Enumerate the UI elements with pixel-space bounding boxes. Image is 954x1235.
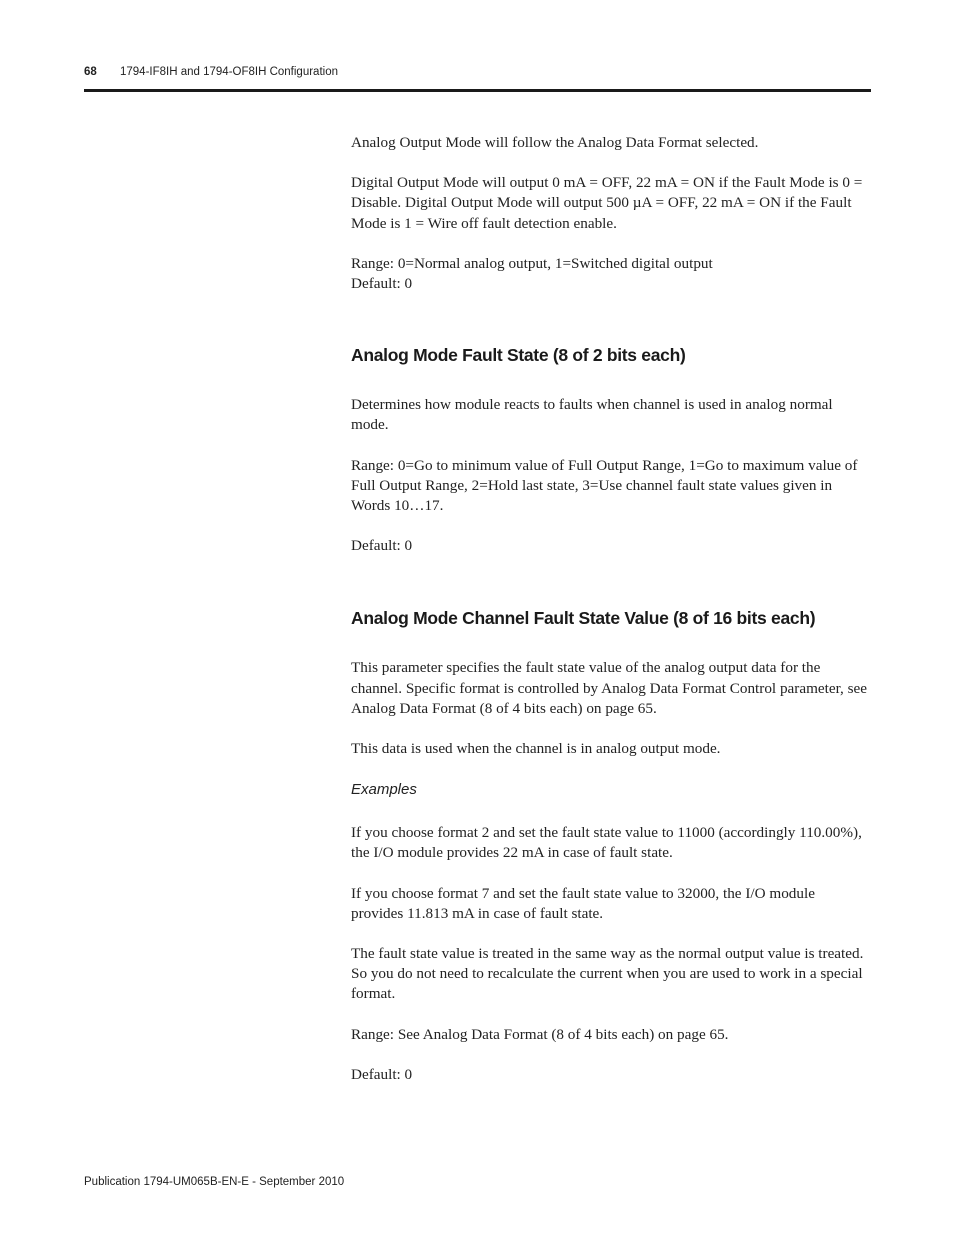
section-paragraph: Determines how module reacts to faults when channel is used in analog normal mode. [351, 396, 833, 434]
section-paragraph: This data is used when the channel is in analog output mode. [351, 740, 721, 758]
section-paragraph: This parameter specifies the fault state value of the analog output data for the channel. Specific format is controlled by Analog Data Format Control parameter, see Analog Data Format (8 of 4 bits each) on page 65. [351, 659, 868, 717]
main-content [351, 133, 871, 1085]
intro-default: Default: 0 [351, 275, 413, 293]
page-footer: Publication 1794-UM065B-EN-E - September 2010 [84, 1176, 345, 1188]
header-rule [84, 89, 871, 92]
section-heading: Analog Mode Channel Fault State Value (8 of 16 bits each) [351, 608, 816, 629]
intro-paragraph: Analog Output Mode will follow the Analog Data Format selected. [351, 134, 759, 151]
example-paragraph: If you choose format 7 and set the fault state value to 32000, the I/O module provides 11.813 mA in case of fault state. [351, 884, 815, 922]
running-title: 1794-IF8IH and 1794-OF8IH Configuration [120, 66, 338, 78]
section-heading: Analog Mode Fault State (8 of 2 bits each) [351, 345, 686, 366]
page-number: 68 [84, 66, 97, 78]
example-paragraph: If you choose format 2 and set the fault state value to 11000 (accordingly 110.00%), the I/O module provides 22 mA in case of fault state. [351, 824, 862, 862]
section-range: Range: 0=Go to minimum value of Full Output Range, 1=Go to maximum value of Full Output Range, 2=Hold last state, 3=Use channel fault state values given in Words 10…17. [351, 456, 858, 515]
example-paragraph: The fault state value is treated in the same way as the normal output value is treated. So you do not need to recalculate the current when you are used to work in a special format. [351, 945, 864, 1003]
intro-paragraph: Digital Output Mode will output 0 mA = OFF, 22 mA = ON if the Fault Mode is 0 = Disable. Digital Output Mode will output 500 µA = OFF, 22 mA = ON if the Fault Mode is 1 = Wire off fault detection enable. [351, 174, 863, 232]
section-range: Range: See Analog Data Format (8 of 4 bits each) on page 65. [351, 1025, 729, 1043]
section-default: Default: 0 [351, 537, 413, 555]
section-default: Default: 0 [351, 1065, 413, 1083]
examples-label: Examples [351, 781, 417, 799]
intro-range: Range: 0=Normal analog output, 1=Switched digital output [351, 254, 713, 272]
